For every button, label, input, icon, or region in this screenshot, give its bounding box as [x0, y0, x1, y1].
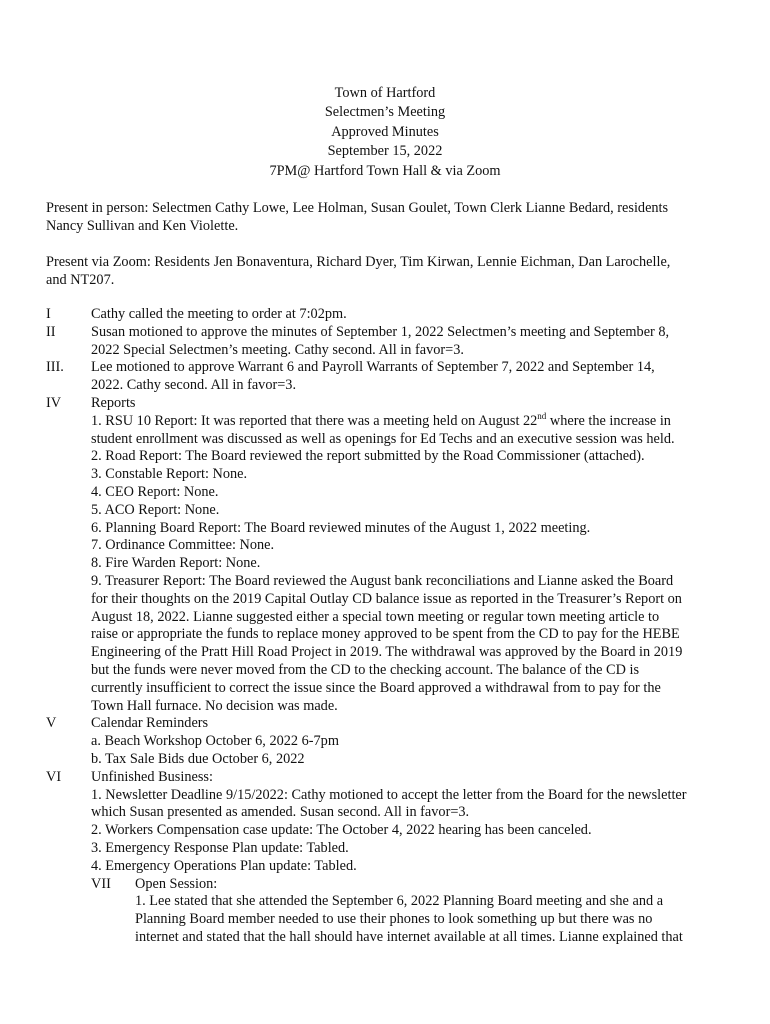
section-i — [46, 306, 736, 324]
section-line: Calendar Reminders — [91, 715, 209, 732]
rsu-report-line: 1. RSU 10 Report: It was reported that there was a meeting held on August 22nd where the increase in — [91, 411, 671, 429]
section-number: V — [46, 715, 57, 732]
present-via-zoom-paragraph — [46, 254, 736, 290]
paragraph-line: Present in person: Selectmen Cathy Lowe, Lee Holman, Susan Goulet, Town Clerk Lianne Bedard, residents — [46, 200, 669, 216]
section-line: a. Beach Workshop October 6, 2022 6-7pm — [91, 733, 339, 750]
section-line: b. Tax Sale Bids due October 6, 2022 — [91, 750, 305, 767]
paragraph-line: Nancy Sullivan and Ken Violette. — [46, 217, 239, 234]
section-line: 2. Workers Compensation case update: The October 4, 2022 hearing has been canceled. — [91, 822, 592, 839]
paragraph-line: Present via Zoom: Residents Jen Bonaventura, Richard Dyer, Tim Kirwan, Lennie Eichman, Dan Larochelle, — [46, 254, 671, 270]
section-vi-unfinished-business — [46, 769, 736, 947]
section-line: 2022 Special Selectmen’s meeting. Cathy second. All in favor=3. — [91, 341, 464, 358]
section-line: 8. Fire Warden Report: None. — [91, 555, 261, 572]
section-line: 4. Emergency Operations Plan update: Tabled. — [91, 857, 357, 874]
paragraph-line: and NT207. — [46, 271, 115, 288]
section-line: Lee motioned to approve Warrant 6 and Payroll Warrants of September 7, 2022 and September 14, — [91, 359, 655, 376]
section-number: IV — [46, 394, 62, 411]
meeting-name: Selectmen’s Meeting — [324, 104, 446, 121]
agenda-list — [46, 306, 736, 947]
section-ii — [46, 324, 736, 360]
section-line: 1. Lee stated that she attended the September 6, 2022 Planning Board meeting and she and a — [135, 893, 664, 910]
section-line: 2. Road Report: The Board reviewed the report submitted by the Road Commissioner (attached). — [91, 448, 645, 465]
section-vii-open-session — [91, 876, 736, 947]
section-line: Open Session: — [135, 875, 218, 892]
section-line: 5. ACO Report: None. — [91, 501, 220, 518]
meeting-location: 7PM@ Hartford Town Hall & via Zoom — [269, 162, 501, 179]
section-line: August 18, 2022. Lianne suggested either a special town meeting or regular town meeting article to — [91, 608, 660, 625]
section-iii — [46, 359, 736, 395]
section-line: for their thoughts on the 2019 Capital Outlay CD balance issue as reported in the Treasurer’s Report on — [91, 590, 682, 607]
section-number: III. — [46, 359, 64, 376]
town-name: Town of Hartford — [334, 85, 436, 101]
section-line: Cathy called the meeting to order at 7:02pm. — [91, 306, 347, 322]
section-line: Town Hall furnace. No decision was made. — [91, 697, 338, 714]
section-line: 9. Treasurer Report: The Board reviewed the August bank reconciliations and Lianne asked the Board — [91, 572, 674, 589]
section-line: currently insufficient to correct the issue since the Board approved a withdrawal from to pay for the — [91, 679, 661, 696]
section-line: student enrollment was discussed as well as openings for Ed Techs and an executive session was held. — [91, 430, 675, 447]
section-v-calendar — [46, 715, 736, 768]
section-line: which Susan presented as amended. Susan second. All in favor=3. — [91, 804, 470, 821]
section-line: Susan motioned to approve the minutes of September 1, 2022 Selectmen’s meeting and September 8, — [91, 323, 670, 340]
section-line: but the funds were never moved from the CD to the checking account. The balance of the CD is — [91, 661, 640, 678]
section-line: 7. Ordinance Committee: None. — [91, 537, 275, 554]
section-number: I — [46, 306, 51, 322]
section-line: raise or appropriate the funds to replace money approved to be spent from the CD to pay for the HEBE — [91, 626, 680, 643]
section-line: 3. Emergency Response Plan update: Tabled. — [91, 839, 349, 856]
section-line: 6. Planning Board Report: The Board reviewed minutes of the August 1, 2022 meeting. — [91, 519, 591, 536]
section-line: Engineering of the Pratt Hill Road Project in 2019. The withdrawal was approved by the Board in 2019 — [91, 644, 683, 661]
section-number: II — [46, 323, 56, 340]
section-line: 4. CEO Report: None. — [91, 483, 219, 500]
section-number: VII — [91, 875, 111, 892]
section-title: Reports — [91, 394, 136, 411]
section-line: 1. Newsletter Deadline 9/15/2022: Cathy motioned to accept the letter from the Board for the newsletter — [91, 786, 687, 803]
present-in-person-paragraph — [46, 200, 736, 236]
document-status: Approved Minutes — [331, 123, 439, 140]
document-header — [0, 84, 770, 181]
section-iv-reports — [46, 395, 736, 715]
section-line: internet and stated that the hall should have internet available at all times. Lianne explained that — [135, 928, 683, 945]
meeting-date: September 15, 2022 — [327, 143, 443, 160]
section-line: Planning Board member needed to use their phones to look something up but there was no — [135, 911, 653, 928]
section-number: VI — [46, 768, 62, 785]
section-line: 3. Constable Report: None. — [91, 466, 248, 483]
section-line: Unfinished Business: — [91, 768, 213, 785]
ordinal-suffix: nd — [537, 411, 547, 422]
section-line: 2022. Cathy second. All in favor=3. — [91, 377, 297, 394]
